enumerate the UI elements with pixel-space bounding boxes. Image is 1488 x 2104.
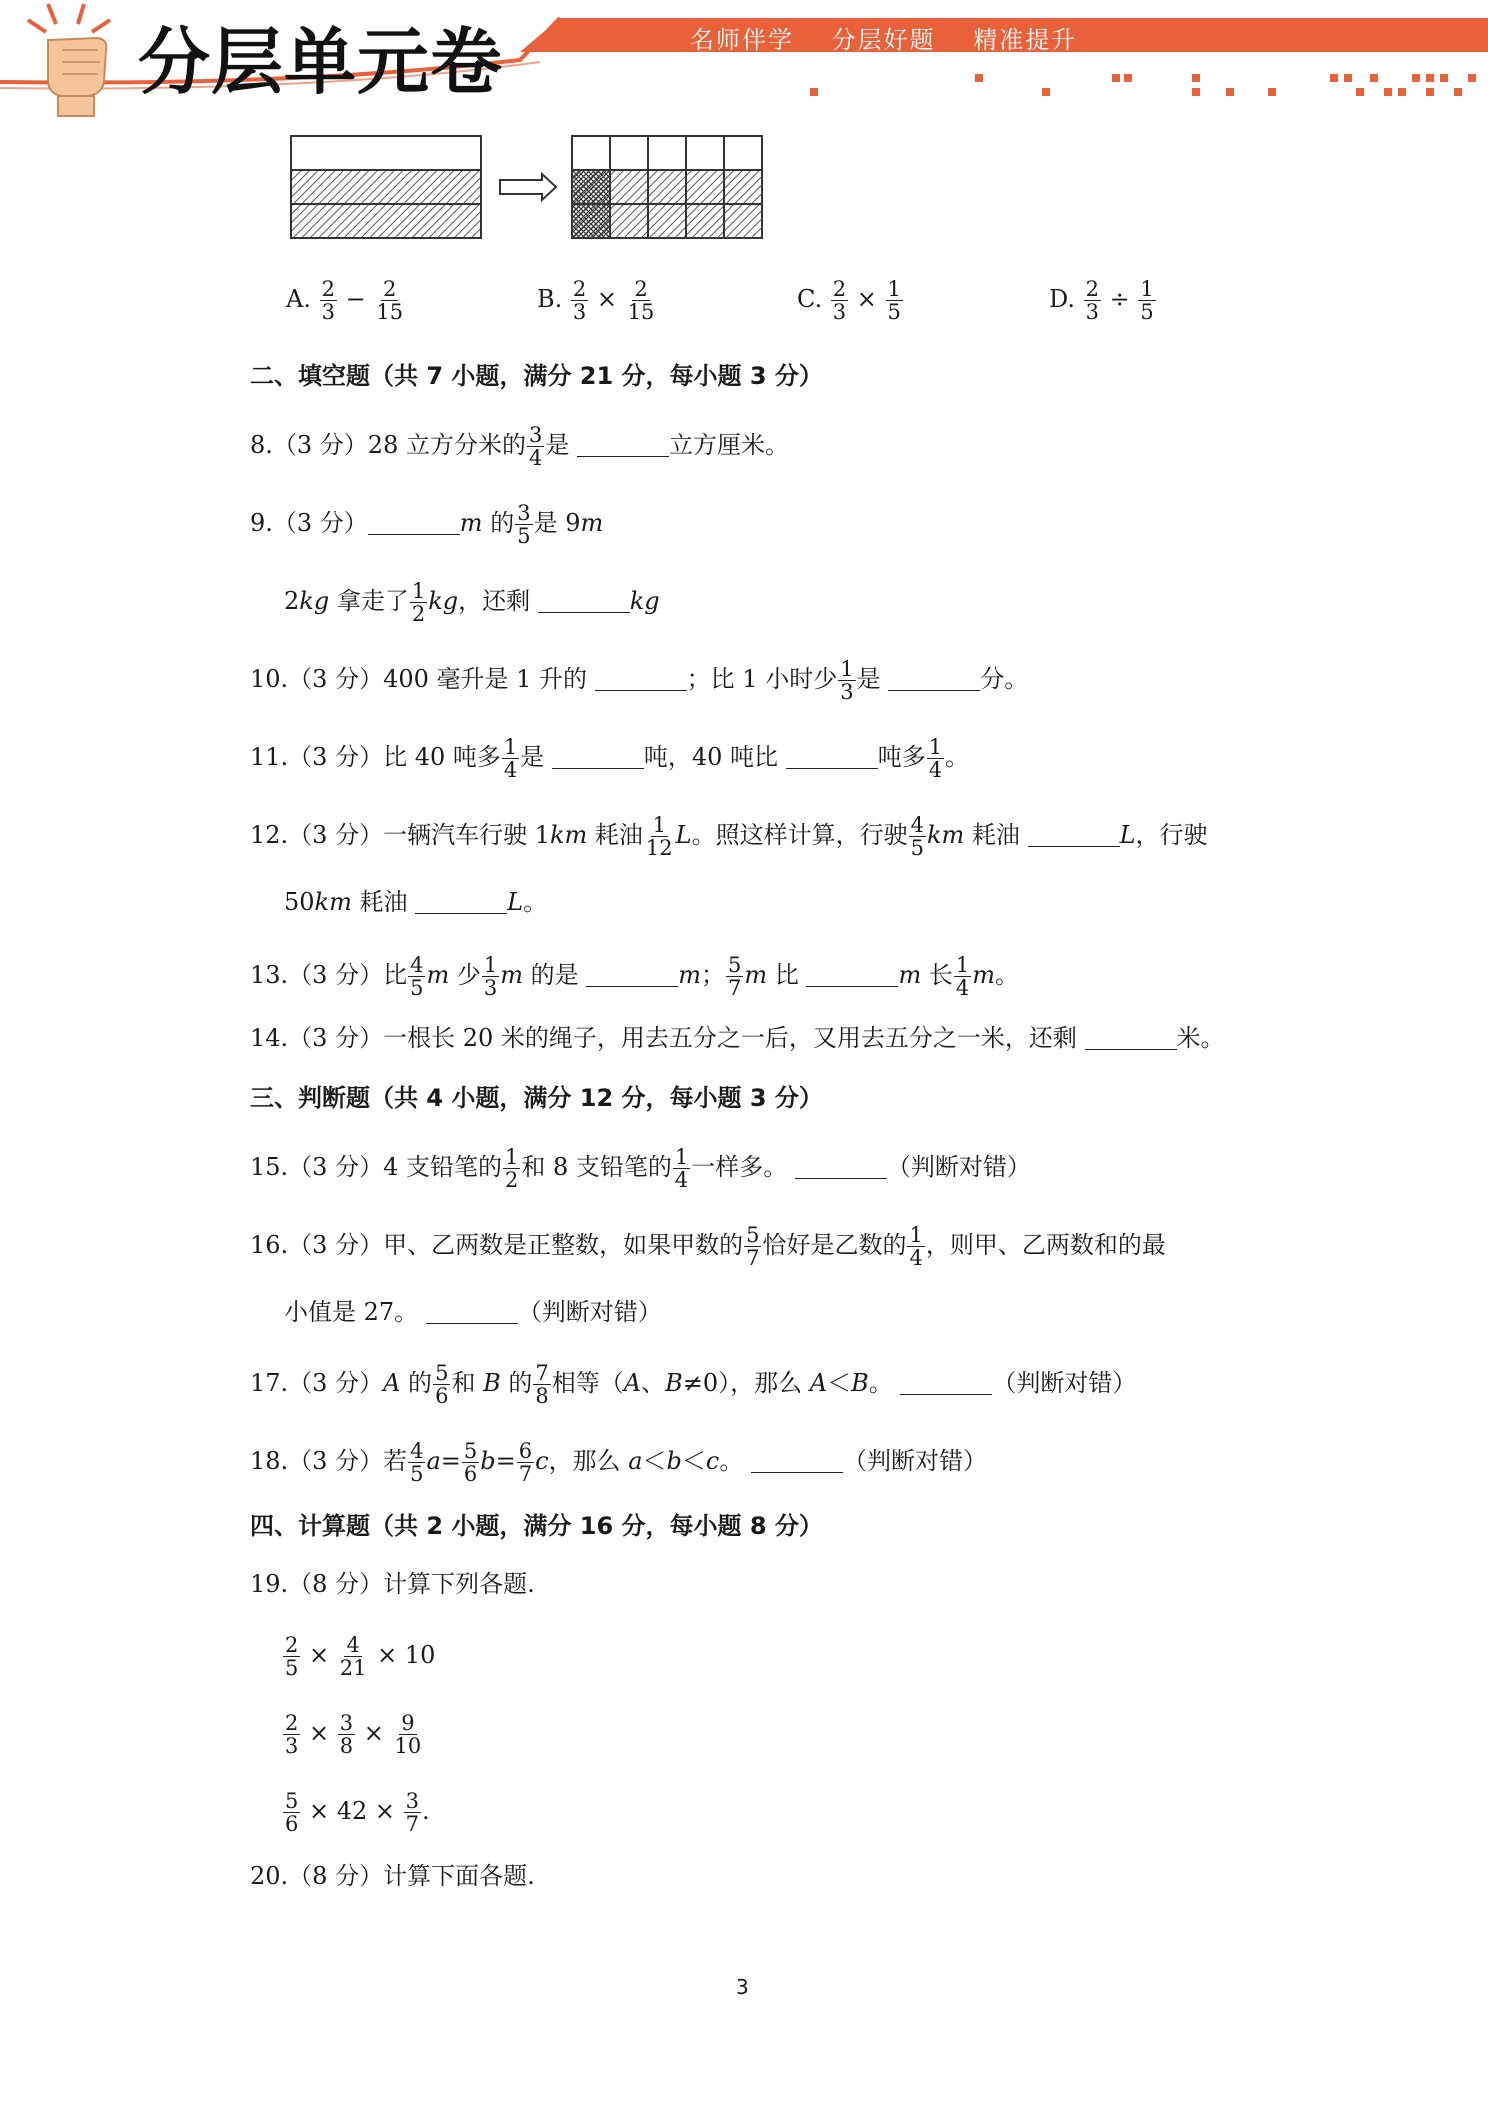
option-c: C. $\frac{2}{3}$ × $\frac{1}{5}$ [797,277,901,324]
question-12: 12.（3 分）一辆汽车行驶 1km 耗油 $\frac{1}{12}$ L。照这样计算，行驶 $\frac{4}{5}$ km 耗油 L，行驶 [250,813,1208,860]
answer-blank [538,588,630,613]
answer-blank [1085,1025,1177,1050]
question-16: 16.（3 分）甲、乙两数是正整数，如果甲数的 $\frac{5}{7}$ 恰好是乙数的 $\frac{1}{4}$ ，则甲、乙两数和的最 [250,1223,1166,1270]
answer-blank [1028,822,1120,847]
question-8: 8.（3 分）28 立方分米的 $\frac{3}{4}$ 是 立方厘米。 [250,423,789,470]
slogan-3: 精准提升 [973,26,1078,54]
question-14: 14.（3 分）一根长 20 米的绳子，用去五分之一后，又用去五分之一米，还剩 米。 [250,1024,1225,1052]
section-2-heading: 二、填空题（共 7 小题，满分 21 分，每小题 3 分） [250,362,823,390]
slogan-2: 分层好题 [831,26,936,54]
question-16-line-2: 小值是 27。 （判断对错） [284,1298,662,1326]
answer-blank [806,962,898,987]
question-20: 20.（8 分）计算下面各题. [250,1862,535,1890]
question-10: 10.（3 分）400 毫升是 1 升的 ；比 1 小时少 $\frac{1}{3}$ 是 分。 [250,657,1029,704]
answer-blank [888,666,980,691]
question-13: 13.（3 分）比 $\frac{4}{5}$ m 少 $\frac{1}{3}$ m 的是 m； $\frac{5}{7}$ m 比 m 长 $\frac{1}{4}$ m。 [250,953,1020,1000]
answer-blank [786,744,878,769]
question-19: 19.（8 分）计算下列各题. [250,1570,535,1598]
question-19-expr-1: $\frac{2}{5}$ × $\frac{4}{21}$ × 10 [285,1633,436,1680]
page-header [0,0,1488,120]
answer-blank [552,744,644,769]
header-slogans [690,20,1105,55]
answer-blank [577,432,669,457]
question-9: 9.（3 分） m 的 $\frac{3}{5}$ 是 9m [250,501,604,548]
answer-blank [900,1370,992,1395]
slogan-1: 名师伴学 [690,26,794,54]
option-d: D. $\frac{2}{3}$ ÷ $\frac{1}{5}$ [1049,277,1154,324]
question-15: 15.（3 分）4 支铅笔的 $\frac{1}{2}$ 和 8 支铅笔的 $\frac{1}{4}$ 一样多。 （判断对错） [250,1145,1031,1192]
answer-blank [415,889,507,914]
answer-blank [751,1448,843,1473]
header-title: 分层单元卷 [138,20,504,104]
question-19-expr-3: $\frac{5}{6}$ × 42 × $\frac{3}{7}$ . [285,1789,430,1836]
arrow-right-icon [500,174,556,200]
answer-blank [368,510,460,535]
fraction-area-figure [286,134,786,244]
section-3-heading: 三、判断题（共 4 小题，满分 12 分，每小题 3 分） [250,1084,823,1112]
answer-blank [426,1299,518,1324]
question-11: 11.（3 分）比 40 吨多 $\frac{1}{4}$ 是 吨，40 吨比 吨多 $\frac{1}{4}$ 。 [250,735,970,782]
question-18: 18.（3 分）若 $\frac{4}{5}$ a= $\frac{5}{6}$ b= $\frac{6}{7}$ c，那么 a＜b＜c。 （判断对错） [250,1439,987,1486]
answer-blank [586,962,678,987]
question-17: 17.（3 分）A 的 $\frac{5}{6}$ 和 B 的 $\frac{7}{8}$ 相等（A、B≠0），那么 A＜B。 （判断对错） [250,1361,1137,1408]
answer-blank [795,1154,887,1179]
section-4-heading: 四、计算题（共 2 小题，满分 16 分，每小题 8 分） [250,1512,823,1540]
option-b: B. $\frac{2}{3}$ × $\frac{2}{15}$ [537,277,655,324]
left-rectangle [291,136,481,238]
page-number: 3 [736,1975,749,1999]
question-19-expr-2: $\frac{2}{3}$ × $\frac{3}{8}$ × $\frac{9}{10}$ [285,1711,422,1758]
question-9-line-2: 2kg 拿走了 $\frac{1}{2}$ kg，还剩 kg [284,579,660,626]
right-rectangle [572,136,762,238]
thumbs-up-icon [18,0,138,120]
question-12-line-2: 50km 耗油 L。 [284,888,548,916]
option-a: A. $\frac{2}{3}$ − $\frac{2}{15}$ [286,277,404,324]
answer-blank [595,666,687,691]
